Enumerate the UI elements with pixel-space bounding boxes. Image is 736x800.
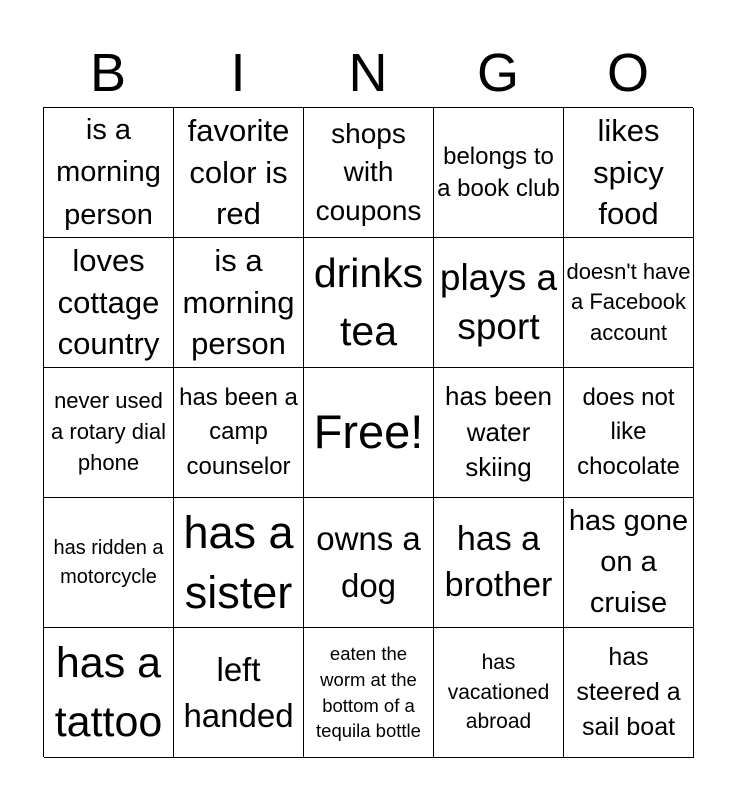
free-space[interactable] [304, 368, 434, 498]
cell-text: is a morning person [56, 114, 161, 231]
cell-text: belongs to a book club [437, 142, 560, 202]
bingo-cell[interactable] [174, 498, 304, 628]
bingo-cell[interactable] [304, 238, 434, 368]
bingo-cell[interactable] [174, 368, 304, 498]
bingo-cell[interactable] [304, 498, 434, 628]
cell-text: never used a rotary dial phone [51, 388, 166, 475]
bingo-cell[interactable] [174, 108, 304, 238]
cell-text: does not like chocolate [577, 384, 680, 480]
bingo-cell[interactable] [564, 238, 694, 368]
bingo-cell[interactable] [44, 628, 174, 758]
cell-text: has steered a sail boat [576, 643, 681, 741]
bingo-cell[interactable] [564, 498, 694, 628]
cell-text: eaten the worm at the bottom of a tequila bottle [316, 643, 421, 742]
bingo-cell[interactable] [44, 108, 174, 238]
cell-text: shops with coupons [315, 117, 422, 226]
bingo-cell[interactable] [564, 368, 694, 498]
bingo-card [43, 107, 693, 757]
cell-text: doesn't have a Facebook account [566, 258, 691, 345]
header-letter-i: I [230, 43, 246, 103]
cell-text: has a sister [183, 506, 294, 618]
cell-text: loves cottage country [57, 242, 160, 362]
bingo-cell[interactable] [304, 628, 434, 758]
bingo-cell[interactable] [434, 108, 564, 238]
bingo-cell[interactable] [434, 628, 564, 758]
header-letter-n: N [348, 43, 388, 103]
bingo-cell[interactable] [434, 368, 564, 498]
cell-text: favorite color is red [187, 112, 290, 232]
cell-text: has gone on a cruise [568, 504, 689, 620]
bingo-cell[interactable] [304, 108, 434, 238]
header-letter-b: B [89, 43, 127, 103]
cell-text: has a brother [444, 519, 553, 604]
cell-text: is a morning person [182, 242, 295, 362]
bingo-header [43, 40, 693, 106]
header-letter-g: G [476, 43, 519, 103]
cell-text: has ridden a motorcycle [53, 536, 164, 588]
cell-text: drinks tea [313, 250, 424, 354]
cell-text: likes spicy food [593, 112, 664, 232]
cell-text: has been a camp counselor [179, 384, 298, 480]
bingo-cell[interactable] [564, 628, 694, 758]
bingo-cell[interactable] [44, 498, 174, 628]
bingo-cell[interactable] [434, 238, 564, 368]
cell-text: Free! [313, 405, 424, 459]
bingo-cell[interactable] [434, 498, 564, 628]
bingo-cell[interactable] [564, 108, 694, 238]
bingo-cell[interactable] [174, 628, 304, 758]
cell-text: has been water skiing [445, 380, 552, 483]
cell-text: has a tattoo [54, 639, 163, 746]
bingo-cell[interactable] [174, 238, 304, 368]
header-letter-o: O [606, 43, 649, 103]
bingo-cell[interactable] [44, 238, 174, 368]
cell-text: plays a sport [439, 257, 558, 347]
cell-text: owns a dog [316, 520, 421, 604]
cell-text: left handed [183, 651, 294, 734]
cell-text: has vacationed abroad [447, 650, 550, 734]
bingo-cell[interactable] [44, 368, 174, 498]
